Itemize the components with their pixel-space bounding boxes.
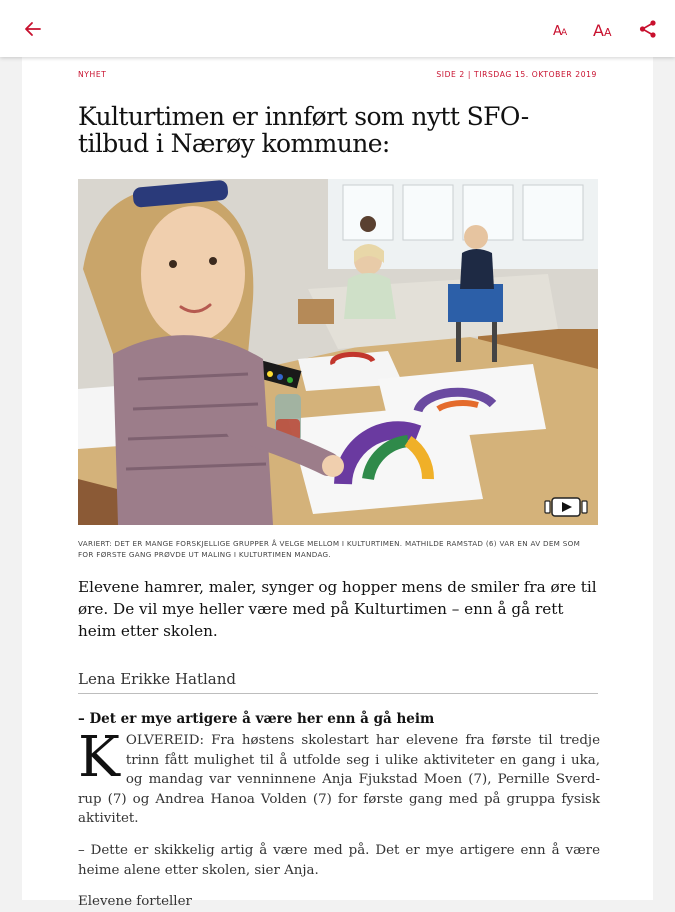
play-video-icon[interactable] — [544, 497, 588, 517]
font-larger-button[interactable] — [590, 14, 620, 44]
body-paragraph-1 — [78, 725, 600, 829]
back-button[interactable] — [18, 14, 48, 44]
classroom-photo-illustration — [78, 179, 598, 525]
article-photo[interactable] — [78, 179, 598, 525]
text-size-small-icon — [552, 20, 574, 38]
top-app-bar — [0, 0, 675, 57]
body-paragraph-3: Elevene forteller — [78, 894, 192, 909]
article-page[interactable] — [22, 57, 653, 909]
headline: Kulturtimen er innført som nytt SFO-tilbud i Nærøy kommune: — [78, 102, 529, 158]
section-label: NYHET — [78, 70, 107, 79]
font-smaller-button[interactable] — [548, 14, 578, 44]
byline: Lena Erikke Hatland — [78, 670, 598, 694]
lead-paragraph: Elevene hamrer, maler, synger og hopper mens de smiler fra øre til øre. De vil mye heller være med på Kulturtimen – enn å gå rett heim etter skolen. — [78, 578, 597, 640]
body-paragraph-2: – Dette er skikkelig artig å være med på. Det er mye artigere enn å være heime alene etter skolen, sier Anja. — [78, 843, 600, 878]
svg-text:A: A — [593, 21, 604, 40]
svg-text:A: A — [604, 26, 612, 39]
share-button[interactable] — [633, 14, 663, 44]
svg-text:A: A — [561, 28, 568, 38]
body-paragraph-1-text: OLVEREID: Fra høstens skolestart har elevene fra første til tredje trinn fått mulighet til å utfolde seg i ulike aktiviteter en gang i uka, og mandag var venninnene Anja Fjukstad Moen (7), Pernille Sverd-rup (7) og Andrea Hanoa Volden (7) for første gang med på gruppa fysisk aktivitet. — [78, 733, 600, 826]
svg-text:A: A — [553, 24, 562, 39]
arrow-left-icon — [24, 20, 42, 38]
text-size-large-icon — [593, 19, 617, 39]
page-date: SIDE 2 | TIRSDAG 15. OKTOBER 2019 — [436, 70, 597, 79]
share-icon — [638, 19, 658, 39]
subheading: – Det er mye artigere å være her enn å gå heim — [78, 711, 435, 727]
drop-cap: K — [78, 725, 120, 790]
photo-caption: VARIERT: DET ER MANGE FORSKJELLIGE GRUPPER Å VELGE MELLOM I KULTURTIMEN. MATHILDE RAMSTAD (6) VAR EN AV DEM SOM FOR FØRSTE GANG PRØVDE UT MALING I KULTURTIMEN MANDAG. — [78, 539, 581, 559]
